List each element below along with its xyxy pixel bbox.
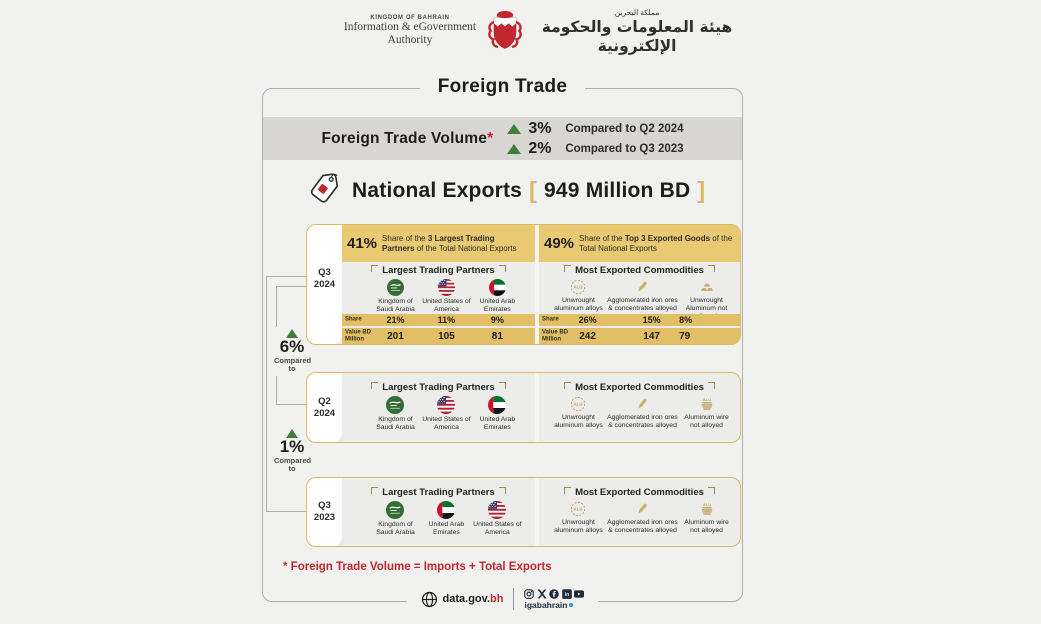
commodity-unwrought-aluminum-alloys: Unwrought aluminum alloys	[551, 279, 606, 321]
commodity-value-bd: 242	[579, 330, 596, 342]
partners-section-title: Largest Trading Partners	[382, 487, 495, 498]
kingdom-label-ar: مملكة البحرين	[614, 8, 660, 17]
aluminum-circle-icon	[570, 501, 586, 517]
youtube-icon[interactable]	[574, 589, 584, 599]
up-arrow-icon	[507, 124, 521, 134]
compared-to-label: Compared to	[274, 455, 312, 474]
price-tag-icon	[306, 172, 342, 206]
partners-share-summary: 41% Share of the 3 Largest Trading Partners of the Total National Exports	[342, 225, 535, 262]
volume-comparison-q3-2023	[507, 140, 683, 158]
flag-uae-icon	[488, 396, 506, 414]
authority-name-en	[338, 15, 482, 47]
commodity-value-bd: 147	[643, 330, 660, 342]
partner-share-value: 11%	[437, 315, 456, 325]
x-icon[interactable]	[537, 589, 547, 599]
linkedin-icon[interactable]	[562, 589, 572, 599]
commodity-unwrought-aluminum: Unwrought Aluminum not	[679, 279, 734, 321]
wire-coil-icon	[699, 501, 715, 517]
partner-share-value: 21%	[386, 315, 405, 325]
facebook-icon[interactable]	[549, 589, 559, 599]
national-exports-heading	[306, 172, 706, 206]
quarter-tab: Q3 2024	[307, 225, 342, 344]
bahrain-coat-of-arms-icon	[485, 9, 525, 57]
partners-section-title: Largest Trading Partners	[382, 382, 495, 393]
flag-saudi-arabia-icon	[386, 396, 404, 414]
iron-rod-icon	[634, 396, 650, 412]
commodity-aluminum-wire: Aluminum wire not alloyed	[679, 501, 734, 535]
partners-share-pct: 41%	[347, 235, 378, 252]
value-label: Value BD Million	[542, 329, 569, 342]
social-handle[interactable]: igabahrain	[524, 600, 584, 610]
partner-uae: United Arab Emirates	[421, 501, 472, 537]
authority-line1: Information & eGovernment	[343, 21, 477, 33]
commodities-section-title: Most Exported Commodities	[575, 265, 704, 276]
partner-united-states: United States of America	[421, 279, 472, 314]
up-arrow-icon	[507, 144, 521, 154]
data-gov-link[interactable]: data.gov.bh	[421, 591, 504, 608]
exports-change-pct: 6%	[279, 337, 305, 356]
instagram-icon[interactable]	[524, 589, 534, 599]
commodity-iron-ores: Agglomerated iron ores & concentrates alloyed	[606, 501, 679, 535]
footer-divider	[513, 588, 514, 610]
footnote: * Foreign Trade Volume = Imports + Total Exports	[283, 561, 552, 573]
partner-saudi-arabia: Kingdom of Saudi Arabia	[370, 501, 421, 537]
summary-band	[342, 225, 740, 262]
quarter-card-q3-2024	[306, 224, 741, 345]
aluminum-circle-icon	[570, 279, 586, 295]
authority-name-ar	[528, 8, 746, 57]
share-row	[342, 314, 740, 326]
partner-united-states: United States of America	[421, 396, 472, 432]
exports-title: National Exports	[352, 178, 523, 202]
exports-change-pct: 1%	[279, 437, 305, 456]
flag-saudi-arabia-icon	[387, 279, 404, 296]
volume-comparison-q2-2024	[507, 120, 683, 138]
quarter-card-q3-2023	[306, 477, 741, 547]
partner-value-bd: 105	[438, 330, 455, 342]
commodities-section	[539, 478, 740, 546]
bracket-close: ]	[697, 176, 706, 203]
authority-line2: Authority	[387, 34, 433, 47]
quarter-tab: Q3 2023	[307, 478, 342, 546]
bracket-open: [	[529, 176, 537, 203]
value-label: Value BD Million	[345, 329, 372, 342]
partner-value-bd: 81	[491, 330, 503, 342]
globe-icon	[421, 591, 438, 608]
partner-share-value: 9%	[490, 315, 504, 325]
partner-value-bd: 201	[387, 330, 404, 342]
commodity-share-value: 26%	[578, 315, 597, 325]
value-row	[342, 328, 740, 344]
commodity-unwrought-aluminum-alloys: Unwrought aluminum alloys	[551, 396, 606, 430]
footer	[407, 586, 599, 612]
partner-uae: United Arab Emirates	[472, 396, 523, 432]
ingot-stack-icon	[699, 279, 715, 295]
trading-partners-section	[342, 478, 535, 546]
commodity-share-value: 15%	[642, 315, 661, 325]
commodities-section-title: Most Exported Commodities	[575, 487, 704, 498]
share-label: Share	[542, 316, 559, 323]
trading-partners-section	[342, 262, 535, 312]
commodities-section	[539, 262, 740, 312]
exports-value: 949 Million BD	[544, 178, 691, 202]
partner-united-states: United States of America	[472, 501, 523, 537]
flag-uae-icon	[489, 279, 506, 296]
flag-united-states-icon	[437, 396, 455, 414]
trading-partners-section	[342, 373, 535, 442]
share-label: Share	[345, 316, 362, 323]
trade-volume-label: Foreign Trade Volume*	[321, 129, 494, 147]
volume-compare-label: Compared to Q2 2024	[565, 122, 684, 135]
partners-section-title: Largest Trading Partners	[382, 265, 495, 276]
flag-saudi-arabia-icon	[386, 501, 404, 519]
volume-change-pct: 3%	[528, 119, 552, 137]
commodity-share-value: 8%	[679, 315, 693, 325]
aluminum-circle-icon	[570, 396, 586, 412]
quarter-tab: Q2 2024	[307, 373, 342, 442]
trade-volume-band	[263, 117, 742, 160]
quarter-card-q2-2024	[306, 372, 741, 443]
svg-text:in: in	[564, 591, 570, 598]
wire-coil-icon	[699, 396, 715, 412]
commodities-section	[539, 373, 740, 442]
iron-rod-icon	[634, 501, 650, 517]
kingdom-label: KINGDOM OF BAHRAIN	[370, 15, 450, 21]
authority-title-ar: هيئة المعلومات والحكومة الإلكترونية	[541, 18, 733, 56]
commodity-iron-ores: Agglomerated iron ores & concentrates alloyed	[606, 279, 679, 321]
commodity-unwrought-aluminum-alloys: Unwrought aluminum alloys	[551, 501, 606, 535]
commodity-aluminum-wire: Aluminum wire not alloyed	[679, 396, 734, 430]
commodity-iron-ores: Agglomerated iron ores & concentrates alloyed	[606, 396, 679, 430]
flag-united-states-icon	[488, 501, 506, 519]
goods-share-summary: 49% Share of the Top 3 Exported Goods of the Total National Exports	[539, 225, 740, 262]
commodities-section-title: Most Exported Commodities	[575, 382, 704, 393]
volume-change-pct: 2%	[528, 139, 552, 157]
commodity-value-bd: 79	[679, 330, 691, 342]
page-title: Foreign Trade	[420, 76, 586, 98]
compared-to-label: Compared to	[274, 355, 312, 374]
footnote-asterisk: *	[487, 129, 494, 147]
partner-uae: United Arab Emirates	[472, 279, 523, 314]
partner-saudi-arabia: Kingdom of Saudi Arabia	[370, 396, 421, 432]
goods-share-pct: 49%	[544, 235, 575, 252]
iron-rod-icon	[634, 279, 650, 295]
blue-dot-icon	[569, 603, 573, 607]
volume-compare-label: Compared to Q3 2023	[565, 142, 684, 155]
partner-saudi-arabia: Kingdom of Saudi Arabia	[370, 279, 421, 314]
flag-uae-icon	[437, 501, 455, 519]
flag-united-states-icon	[438, 279, 455, 296]
